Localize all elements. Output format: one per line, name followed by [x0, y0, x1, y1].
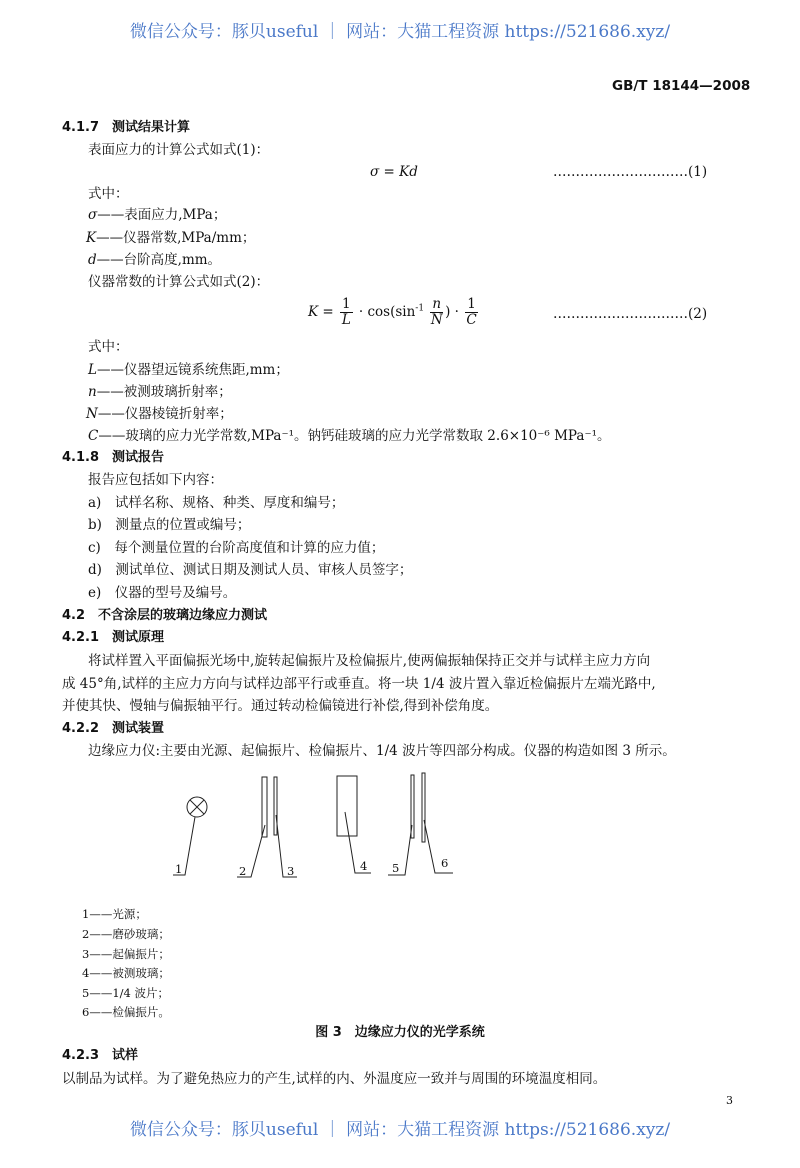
legend-item: 2——磨砂玻璃；	[82, 927, 170, 941]
equation-number: …………………………(2)	[553, 306, 708, 322]
paragraph: 仪器常数的计算公式如式(2)：	[88, 274, 270, 290]
legend-item: 4——被测玻璃；	[82, 966, 170, 980]
list-item: c) 每个测量位置的台阶高度值和计算的应力值；	[88, 540, 385, 556]
figure-label: 5	[392, 861, 400, 875]
formula-1: σ = Kd	[370, 164, 418, 180]
legend-item: 5——1/4 波片；	[82, 986, 169, 1000]
figure-label: 3	[287, 864, 295, 878]
polarizer-plate	[274, 777, 277, 835]
section-heading: 4.1.7 测试结果计算	[62, 120, 191, 135]
figure-caption: 图 3 边缘应力仪的光学系统	[315, 1025, 485, 1040]
figure-label: 4	[360, 859, 368, 873]
section-heading: 4.1.8 测试报告	[62, 450, 165, 465]
definition: N——仪器棱镜折射率；	[86, 406, 233, 422]
equation-number: …………………………(1)	[553, 164, 708, 180]
section-heading: 4.2.3 试样	[62, 1048, 139, 1063]
where-label: 式中：	[88, 186, 129, 202]
where-label: 式中：	[88, 339, 129, 355]
standard-header: GB/T 18144—2008	[612, 78, 751, 94]
watermark-top: 微信公众号：豚贝useful ｜ 网站：大猫工程资源 https://521686.xyz/	[129, 22, 671, 42]
definition: K——仪器常数,MPa/mm；	[86, 230, 256, 246]
section-heading: 4.2 不含涂层的玻璃边缘应力测试	[62, 608, 268, 623]
figure-label: 6	[441, 856, 449, 870]
figure-label: 1	[175, 862, 183, 876]
definition: σ——表面应力,MPa；	[88, 207, 227, 223]
definition: L——仪器望远镜系统焦距,mm；	[88, 362, 289, 378]
list-item: a) 试样名称、规格、种类、厚度和编号；	[88, 495, 345, 511]
section-heading: 4.2.2 测试装置	[62, 721, 165, 736]
definition: d——台阶高度,mm。	[88, 252, 222, 268]
paragraph: 表面应力的计算公式如式(1)：	[88, 142, 270, 158]
legend-item: 3——起偏振片；	[82, 947, 170, 961]
list-item: d) 测试单位、测试日期及测试人员、审核人员签字；	[88, 562, 413, 578]
definition: n——被测玻璃折射率；	[88, 384, 232, 400]
paragraph: 边缘应力仪:主要由光源、起偏振片、检偏振片、1/4 波片等四部分构成。仪器的构造如图 3 所示。	[88, 743, 676, 759]
page-number: 3	[726, 1094, 733, 1107]
watermark-bottom: 微信公众号：豚贝useful ｜ 网站：大猫工程资源 https://521686.xyz/	[129, 1120, 671, 1140]
paragraph: 以制品为试样。为了避免热应力的产生,试样的内、外温度应一致并与周围的环境温度相同。	[62, 1071, 607, 1087]
light-source-icon	[187, 797, 207, 817]
paragraph-line: 并使其快、慢轴与偏振轴平行。通过转动检偏镜进行补偿,得到补偿角度。	[62, 698, 499, 714]
list-item: e) 仪器的型号及编号。	[88, 585, 237, 601]
paragraph-line: 成 45°角,试样的主应力方向与试样边部平行或垂直。将一块 1/4 波片置入靠近检偏振片左端光路中,	[62, 676, 656, 692]
legend-item: 1——光源；	[82, 907, 147, 921]
legend-item: 6——检偏振片。	[82, 1005, 170, 1019]
list-item: b) 测量点的位置或编号；	[88, 517, 251, 533]
figure-label: 2	[239, 864, 247, 878]
paragraph-line: 将试样置入平面偏振光场中,旋转起偏振片及检偏振片,使两偏振轴保持正交并与试样主应力方向	[88, 653, 651, 669]
formula-2: K = $\frac{1}{L} \cdot \cos(\sin^{-1}$ $\frac{n}{N}$ ) · $\frac{1}{C}$	[308, 296, 477, 328]
paragraph: 报告应包括如下内容：	[88, 472, 223, 488]
section-heading: 4.2.1 测试原理	[62, 630, 165, 645]
definition: C——玻璃的应力光学常数,MPa⁻¹。钠钙硅玻璃的应力光学常数取 2.6×10⁻⁶ MPa⁻¹。	[88, 428, 611, 444]
analyzer-plate	[422, 773, 425, 842]
